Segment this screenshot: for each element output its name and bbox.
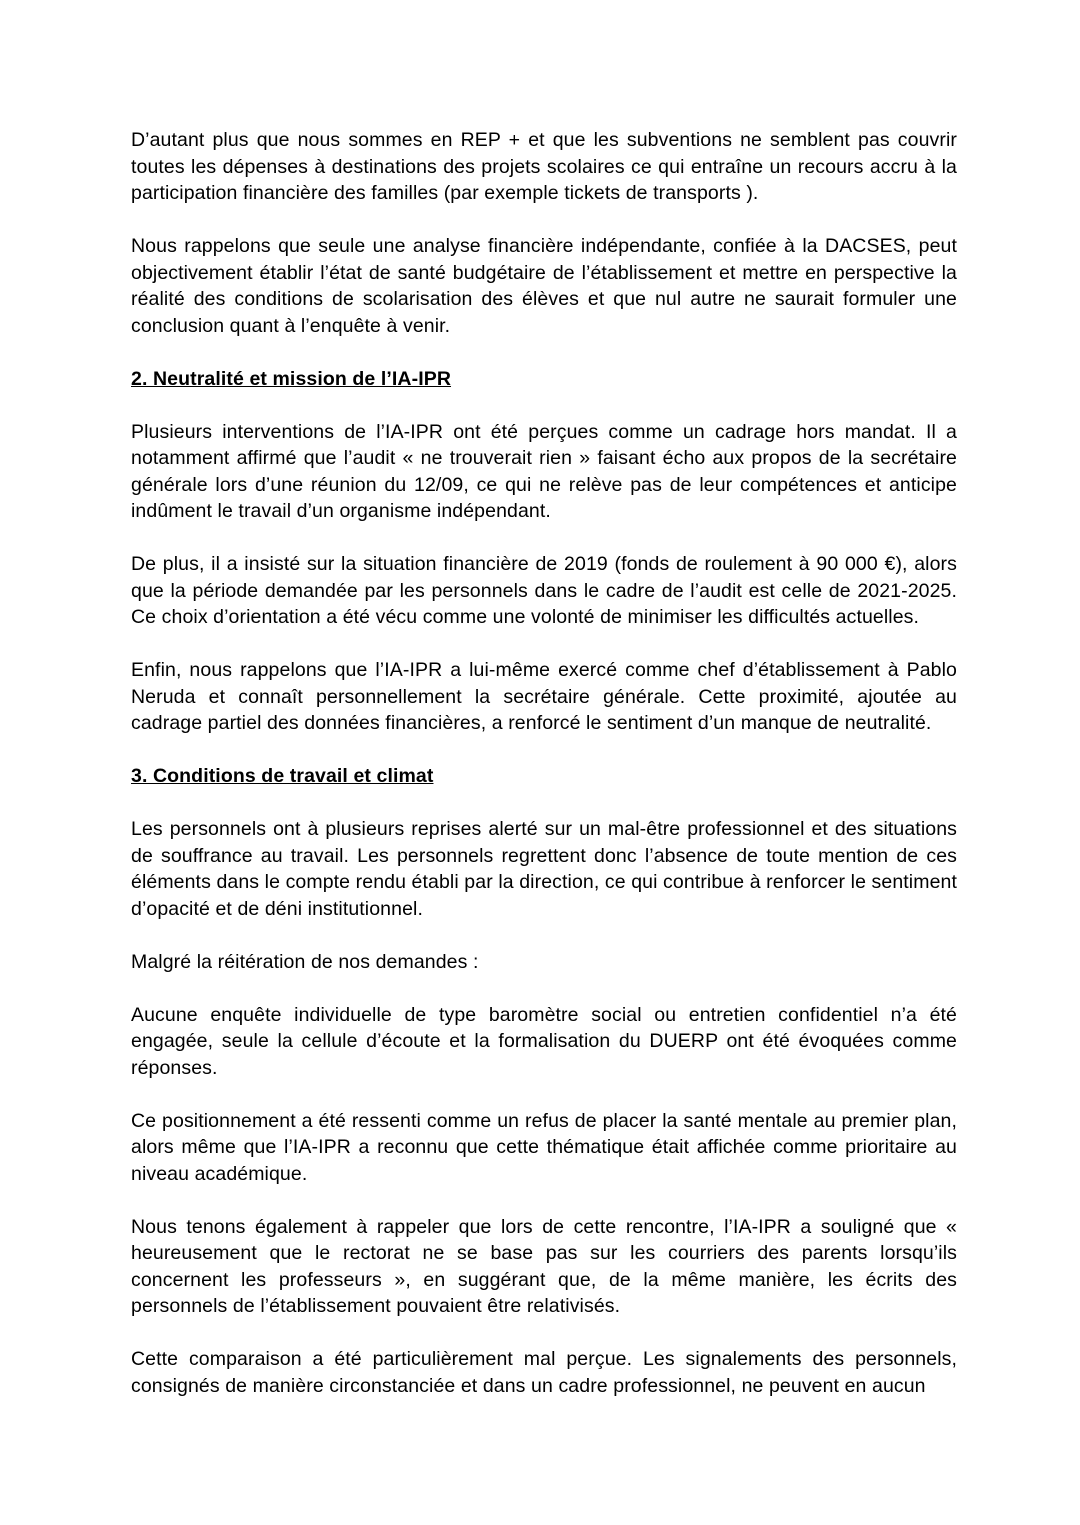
paragraph-interventions-hors-mandat: Plusieurs interventions de l’IA-IPR ont été perçues comme un cadrage hors mandat. Il a notamment affirmé que l’audit « ne trouverait rien » faisant écho aux propos de la secrétaire générale lors d’une réunion du 12/09, ce qui ne relève pas de leur compétences et anticipe indûment le travail d’un organisme indépendant. — [131, 420, 957, 522]
paragraph-citation-rectorat-courriers: Nous tenons également à rappeler que lors de cette rencontre, l’IA-IPR a souligné que « heureusement que le rectorat ne se base pas sur les courriers des parents lorsqu’ils concernent les professeurs », en suggérant que, de la même manière, les écrits des personnels de l’établissement pouvaient être relativisés. — [131, 1215, 957, 1317]
paragraph-analyse-financiere-dacses: Nous rappelons que seule une analyse financière indépendante, confiée à la DACSES, peut objectivement établir l’état de santé budgétaire de l’établissement et mettre en perspective la réalité des conditions de scolarisation des élèves et que nul autre ne saurait formuler une conclusion quant à l’enquête à venir. — [131, 235, 957, 337]
paragraph-situation-financiere-2019: De plus, il a insisté sur la situation financière de 2019 (fonds de roulement à 90 000 €), alors que la période demandée par les personnels dans le cadre de l’audit est celle de 2021-2025. Ce choix d’orientation a été vécu comme une volonté de minimiser les difficultés actuelles. — [131, 553, 957, 628]
paragraph-mal-etre-professionnel: Les personnels ont à plusieurs reprises alerté sur un mal-être professionnel et des situations de souffrance au travail. Les personnels regrettent donc l’absence de toute mention de ces éléments dans le compte rendu établi par la direction, ce qui contribue à renforcer le sentiment d’opacité et de déni institutionnel. — [131, 818, 957, 920]
document-text-body — [131, 127, 957, 1426]
paragraph-rep-subventions: D’autant plus que nous sommes en REP + et que les subventions ne semblent pas couvrir toutes les dépenses à destinations des projets scolaires ce qui entraîne un recours accru à la participation financière des familles (par exemple tickets de transports ). — [131, 129, 957, 204]
paragraph-refus-sante-mentale: Ce positionnement a été ressenti comme un refus de placer la santé mentale au premier plan, alors même que l’IA-IPR a reconnu que cette thématique était affichée comme prioritaire au niveau académique. — [131, 1109, 957, 1185]
paragraph-comparaison-mal-percue: Cette comparaison a été particulièrement mal perçue. Les signalements des personnels, consignés de manière circonstanciée et dans un cadre professionnel, ne peuvent en aucun — [131, 1348, 957, 1397]
paragraph-proximite-pablo-neruda: Enfin, nous rappelons que l’IA-IPR a lui-même exercé comme chef d’établissement à Pablo Neruda et connaît personnellement la secrétaire générale. Cette proximité, ajoutée au cadrage partiel des données financières, a renforcé le sentiment d’un manque de neutralité. — [131, 659, 957, 734]
paragraph-malgre-reiteration-demandes: Malgré la réitération de nos demandes : — [131, 950, 479, 973]
paragraph-aucune-enquete-individuelle: Aucune enquête individuelle de type baromètre social ou entretien confidentiel n’a été engagée, seule la cellule d’écoute et la formalisation du DUERP ont été évoquées comme réponses. — [131, 1003, 957, 1079]
section-heading-neutralite-ia-ipr: 2. Neutralité et mission de l’IA-IPR — [131, 367, 452, 390]
section-heading-conditions-travail-climat: 3. Conditions de travail et climat — [131, 765, 434, 787]
